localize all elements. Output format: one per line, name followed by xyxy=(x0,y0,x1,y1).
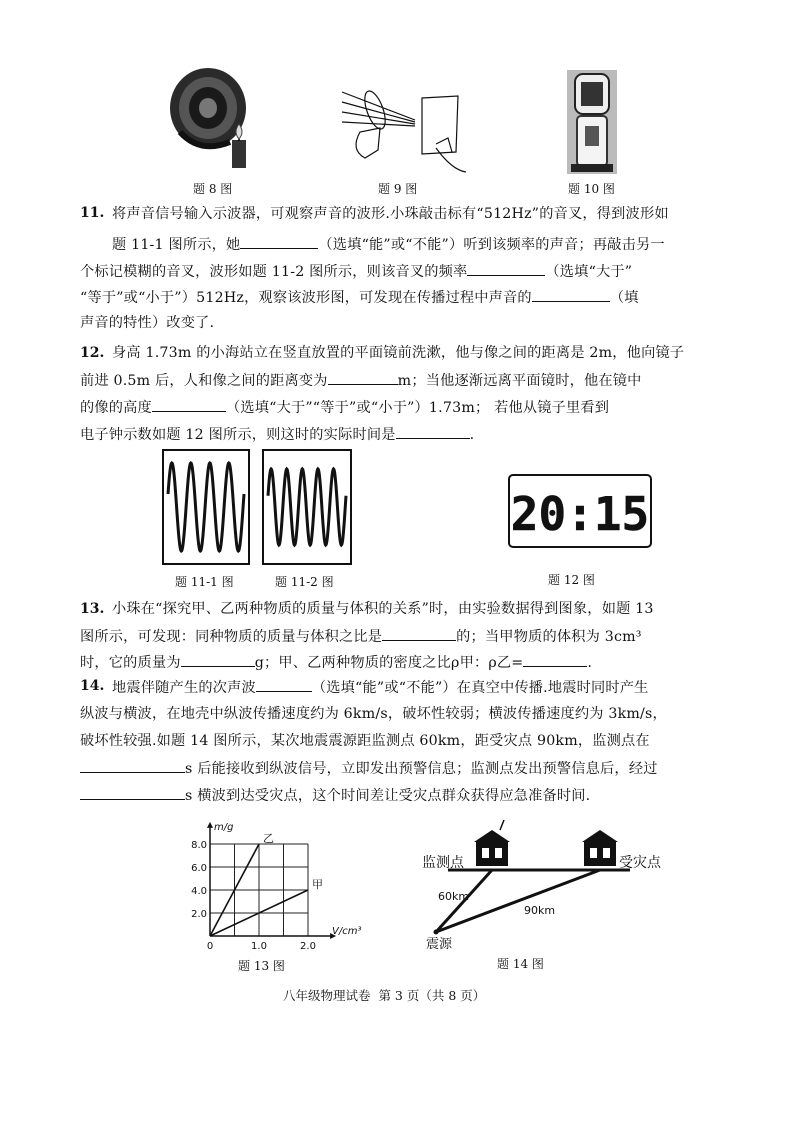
fig12-caption: 题 12 图 xyxy=(548,573,595,587)
q12-line-3 xyxy=(80,397,609,418)
robot-device-image xyxy=(567,70,617,174)
question-14-number: 14. xyxy=(80,678,105,694)
q11-line-3 xyxy=(80,261,632,282)
q14-line-1-b: （选填“能”或“不能”）在真空中传播.地震时同时产生 xyxy=(311,680,649,696)
distance-90km-label: 90km xyxy=(524,904,556,917)
q12-line-2-b: m；当他逐渐远离平面镜时，他在镜中 xyxy=(397,373,642,389)
y-axis-label: m/g xyxy=(214,821,234,833)
q12-line-4-a: 电子钟示数如题 12 图所示，则这时的实际时间是 xyxy=(80,427,396,443)
fig13-caption: 题 13 图 xyxy=(238,959,285,973)
mass-volume-chart xyxy=(186,808,386,958)
q11-line-4-a: “等于”或“小于”）512Hz，观察该波形图，可发现在传播过程中声音的 xyxy=(80,290,532,306)
figure-11-1 xyxy=(162,449,250,565)
q13-line-2-a: 图所示，可发现：同种物质的质量与体积之比是 xyxy=(80,629,383,645)
q14-line-4 xyxy=(80,758,658,779)
disaster-house xyxy=(582,830,618,866)
q11-line-2-b: （选填“能”或“不能”）听到该频率的声音；再敲击另一 xyxy=(318,237,665,253)
q14-line-5-a: s 横波到达受灾点，这个时间差让受灾点群众获得应急准备时间. xyxy=(185,788,591,804)
figure-13-chart xyxy=(186,808,386,958)
fig11-2-caption: 题 11-2 图 xyxy=(275,575,334,589)
figure-10 xyxy=(567,70,617,174)
fig9-caption: 题 9 图 xyxy=(378,182,418,196)
q11-line-2-a: 题 11-1 图所示，她 xyxy=(112,237,241,253)
q13-blank-3[interactable] xyxy=(523,652,587,667)
q11-blank-3[interactable] xyxy=(532,287,610,302)
epicenter-dot xyxy=(434,930,439,935)
page-footer: 八年级物理试卷 第 3 页（共 8 页） xyxy=(283,988,486,1003)
q13-line-3-c: . xyxy=(587,655,593,671)
y-tick-label: 2.0 xyxy=(191,909,207,920)
q11-line-4 xyxy=(80,287,639,308)
y-tick-label: 6.0 xyxy=(191,863,207,874)
series-label: 乙 xyxy=(263,832,274,845)
monitor-label: 监测点 xyxy=(422,855,464,871)
q14-line-4-a: s 后能接收到纵波信号，立即发出预警信息；监测点发出预警信息后，经过 xyxy=(185,761,658,777)
x-axis-label: V/cm³ xyxy=(332,926,362,937)
q12-line-3-a: 的像的高度 xyxy=(80,400,152,416)
q12-line-4 xyxy=(80,424,474,445)
waveform-11-1 xyxy=(162,449,250,565)
q11-blank-1[interactable] xyxy=(240,234,318,249)
q12-line-1: 身高 1.73m 的小海站立在竖直放置的平面镜前洗漱，他与像之间的距离是 2m，他向镜子 xyxy=(112,345,685,361)
q14-blank-1[interactable] xyxy=(256,677,312,692)
x-tick-label: 2.0 xyxy=(300,941,316,952)
q12-line-2 xyxy=(80,370,642,391)
speaker-candle-image xyxy=(160,62,270,174)
question-11-number: 11. xyxy=(80,205,105,221)
figure-8 xyxy=(160,62,270,174)
distance-60km-label: 60km xyxy=(438,890,470,903)
figure-11-2 xyxy=(262,449,352,565)
q12-blank-1[interactable] xyxy=(328,370,398,385)
q14-blank-3[interactable] xyxy=(80,785,185,800)
q11-line-5: 声音的特性）改变了. xyxy=(80,315,215,331)
q11-line-4-b: （填 xyxy=(609,290,639,306)
q11-line-3-b: （选填“大于” xyxy=(545,264,633,280)
q13-line-3 xyxy=(80,652,592,673)
figure-14-diagram xyxy=(420,820,690,950)
q14-line-5 xyxy=(80,785,590,806)
waveform-11-2 xyxy=(262,449,352,565)
q14-line-1 xyxy=(112,677,649,698)
q13-blank-2[interactable] xyxy=(181,652,255,667)
q11-line-3-a: 个标记模糊的音叉，波形如题 11-2 图所示，则该音叉的频率 xyxy=(80,264,468,280)
question-12-number: 12. xyxy=(80,345,105,361)
q12-blank-2[interactable] xyxy=(152,397,226,412)
digital-clock-mirror xyxy=(508,474,652,548)
source-label: 震源 xyxy=(426,937,453,950)
q11-blank-2[interactable] xyxy=(467,261,545,276)
q14-line-3: 破坏性较强.如题 14 图所示，某次地震震源距监测点 60km，距受灾点 90km，监测点在 xyxy=(80,733,650,749)
q11-line-1: 将声音信号输入示波器，可观察声音的波形.小珠敲击标有“512Hz”的音叉，得到波形如 xyxy=(112,206,669,222)
q13-line-2 xyxy=(80,626,642,647)
fig11-1-caption: 题 11-1 图 xyxy=(175,575,234,589)
question-13-number: 13. xyxy=(80,601,105,617)
figure-12-clock xyxy=(508,474,652,548)
earthquake-diagram xyxy=(420,820,690,950)
fig14-caption: 题 14 图 xyxy=(497,957,544,971)
q14-line-1-a: 地震伴随产生的次声波 xyxy=(112,680,256,696)
y-tick-label: 8.0 xyxy=(191,840,207,851)
series-label: 甲 xyxy=(312,878,323,891)
q14-blank-2[interactable] xyxy=(80,758,185,773)
figure-9 xyxy=(340,80,470,175)
fig10-caption: 题 10 图 xyxy=(568,182,615,196)
q13-line-3-a: 时，它的质量为 xyxy=(80,655,181,671)
q13-line-2-b: 的；当甲物质的体积为 3cm³ xyxy=(456,629,642,645)
q14-line-2: 纵波与横波，在地壳中纵波传播速度约为 6km/s，破坏性较弱；横波传播速度约为 3km/s， xyxy=(80,706,667,722)
monitor-house xyxy=(474,820,510,866)
hands-paper-image xyxy=(340,80,470,175)
disaster-label: 受灾点 xyxy=(619,855,661,871)
clock-digits: 20:15 xyxy=(510,487,650,541)
y-axis-arrow xyxy=(207,822,213,828)
q13-line-1: 小珠在“探究甲、乙两种物质的质量与体积的关系”时，由实验数据得到图象，如题 13 xyxy=(112,601,654,617)
y-tick-label: 4.0 xyxy=(191,886,207,897)
x-tick-label: 0 xyxy=(206,941,214,952)
q13-blank-1[interactable] xyxy=(382,626,456,641)
q11-line-2 xyxy=(112,234,665,255)
q12-line-2-a: 前进 0.5m 后，人和像之间的距离变为 xyxy=(80,373,328,389)
q13-line-3-b: g；甲、乙两种物质的密度之比ρ甲：ρ乙= xyxy=(254,655,524,671)
x-tick-label: 1.0 xyxy=(251,941,267,952)
q12-line-3-b: （选填“大于”“等于”或“小于”）1.73m； 若他从镜子里看到 xyxy=(225,400,610,416)
q12-blank-3[interactable] xyxy=(396,424,470,439)
fig8-caption: 题 8 图 xyxy=(193,182,233,196)
q12-line-4-b: . xyxy=(469,427,475,443)
